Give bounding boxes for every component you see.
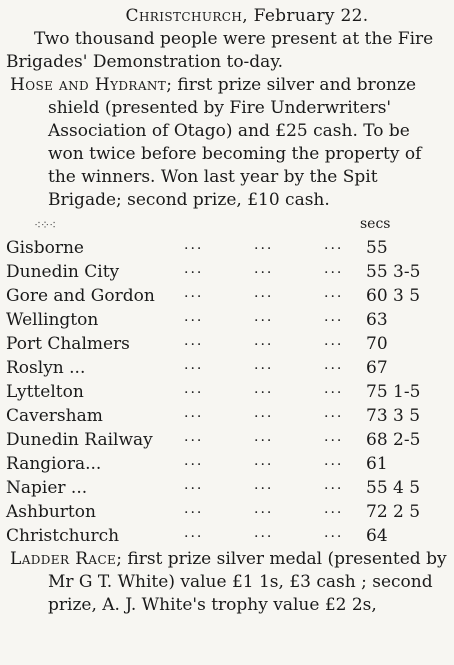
leader-dots: ...	[184, 501, 204, 517]
table-row	[6, 236, 448, 260]
leader-dots: ...	[254, 405, 274, 421]
table-row	[6, 404, 448, 428]
ladder-paragraph	[6, 548, 448, 617]
time-secs: 55 3-5	[366, 262, 421, 282]
leader-dots: ...	[184, 333, 204, 349]
ladder-heading: Ladder Race	[10, 549, 117, 569]
hose-text: ; first prize silver and bronze shield (presented by Fire Underwriters' Association of Otago) and £25 cash. To be won twice before becoming the property of the winners. Won last year by the Spit Brigade; second prize, £10 cash.	[48, 75, 422, 210]
leader-dots: ...	[254, 525, 274, 541]
hose-heading: Hose and Hydrant	[10, 75, 167, 95]
time-secs: 55	[366, 238, 388, 258]
table-row	[6, 500, 448, 524]
time-secs: 67	[366, 358, 388, 378]
leader-dots: ...	[254, 333, 274, 349]
time-secs: 72 2 5	[366, 502, 421, 522]
table-row	[6, 332, 448, 356]
leader-dots: ...	[324, 453, 344, 469]
dateline-place: Christchurch	[125, 6, 243, 26]
leader-dots: ...	[324, 501, 344, 517]
team-name: Port Chalmers	[6, 334, 130, 354]
team-name: Wellington	[6, 310, 99, 330]
leader-dots: ...	[184, 309, 204, 325]
leader-dots: ...	[184, 405, 204, 421]
leader-dots: ...	[324, 261, 344, 277]
time-secs: 55 4 5	[366, 478, 421, 498]
team-name: Dunedin Railway	[6, 430, 153, 450]
results-table	[6, 236, 448, 548]
leader-dots: ...	[254, 501, 274, 517]
leader-dots: ...	[254, 309, 274, 325]
table-row	[6, 476, 448, 500]
leader-dots: ...	[324, 405, 344, 421]
leader-dots: ...	[254, 381, 274, 397]
leader-dots: ...	[184, 237, 204, 253]
hose-paragraph	[6, 74, 448, 212]
time-secs: 63	[366, 310, 388, 330]
leader-dots: ...	[324, 333, 344, 349]
team-name: Roslyn ...	[6, 358, 86, 378]
ink-smudge: ⁖⁘⁖	[34, 218, 56, 232]
leader-dots: ...	[254, 357, 274, 373]
team-name: Napier ...	[6, 478, 88, 498]
leader-dots: ...	[324, 285, 344, 301]
table-row	[6, 284, 448, 308]
results-table-header	[6, 214, 448, 236]
table-row	[6, 260, 448, 284]
leader-dots: ...	[184, 525, 204, 541]
secs-column-header: secs	[360, 216, 391, 232]
team-name: Gore and Gordon	[6, 286, 155, 306]
team-name: Christchurch	[6, 526, 120, 546]
leader-dots: ...	[324, 525, 344, 541]
leader-dots: ...	[184, 285, 204, 301]
leader-dots: ...	[184, 453, 204, 469]
table-row	[6, 428, 448, 452]
leader-dots: ...	[324, 381, 344, 397]
time-secs: 60 3 5	[366, 286, 421, 306]
team-name: Dunedin City	[6, 262, 120, 282]
time-secs: 68 2-5	[366, 430, 421, 450]
table-row	[6, 308, 448, 332]
time-secs: 75 1-5	[366, 382, 421, 402]
team-name: Rangiora...	[6, 454, 102, 474]
leader-dots: ...	[254, 285, 274, 301]
time-secs: 70	[366, 334, 388, 354]
dateline	[6, 4, 448, 28]
leader-dots: ...	[254, 429, 274, 445]
leader-dots: ...	[324, 429, 344, 445]
leader-dots: ...	[254, 261, 274, 277]
table-row	[6, 524, 448, 548]
leader-dots: ...	[184, 381, 204, 397]
table-row	[6, 380, 448, 404]
leader-dots: ...	[254, 477, 274, 493]
team-name: Gisborne	[6, 238, 84, 258]
intro-paragraph: Two thousand people were present at the Fire Brigades' Demonstration to-day.	[6, 29, 434, 72]
leader-dots: ...	[324, 477, 344, 493]
team-name: Caversham	[6, 406, 103, 426]
leader-dots: ...	[184, 477, 204, 493]
dateline-date: , February 22.	[242, 6, 369, 26]
ladder-text: ; first prize silver medal (presented by Mr G T. White) value £1 1s, £3 cash ; second prize, A. J. White's trophy value £2 2s,	[48, 549, 447, 615]
table-row	[6, 452, 448, 476]
leader-dots: ...	[254, 237, 274, 253]
time-secs: 64	[366, 526, 388, 546]
leader-dots: ...	[324, 357, 344, 373]
time-secs: 61	[366, 454, 388, 474]
team-name: Ashburton	[6, 502, 96, 522]
team-name: Lyttelton	[6, 382, 84, 402]
leader-dots: ...	[324, 309, 344, 325]
leader-dots: ...	[324, 237, 344, 253]
time-secs: 73 3 5	[366, 406, 421, 426]
leader-dots: ...	[254, 453, 274, 469]
table-row	[6, 356, 448, 380]
leader-dots: ...	[184, 261, 204, 277]
leader-dots: ...	[184, 429, 204, 445]
leader-dots: ...	[184, 357, 204, 373]
